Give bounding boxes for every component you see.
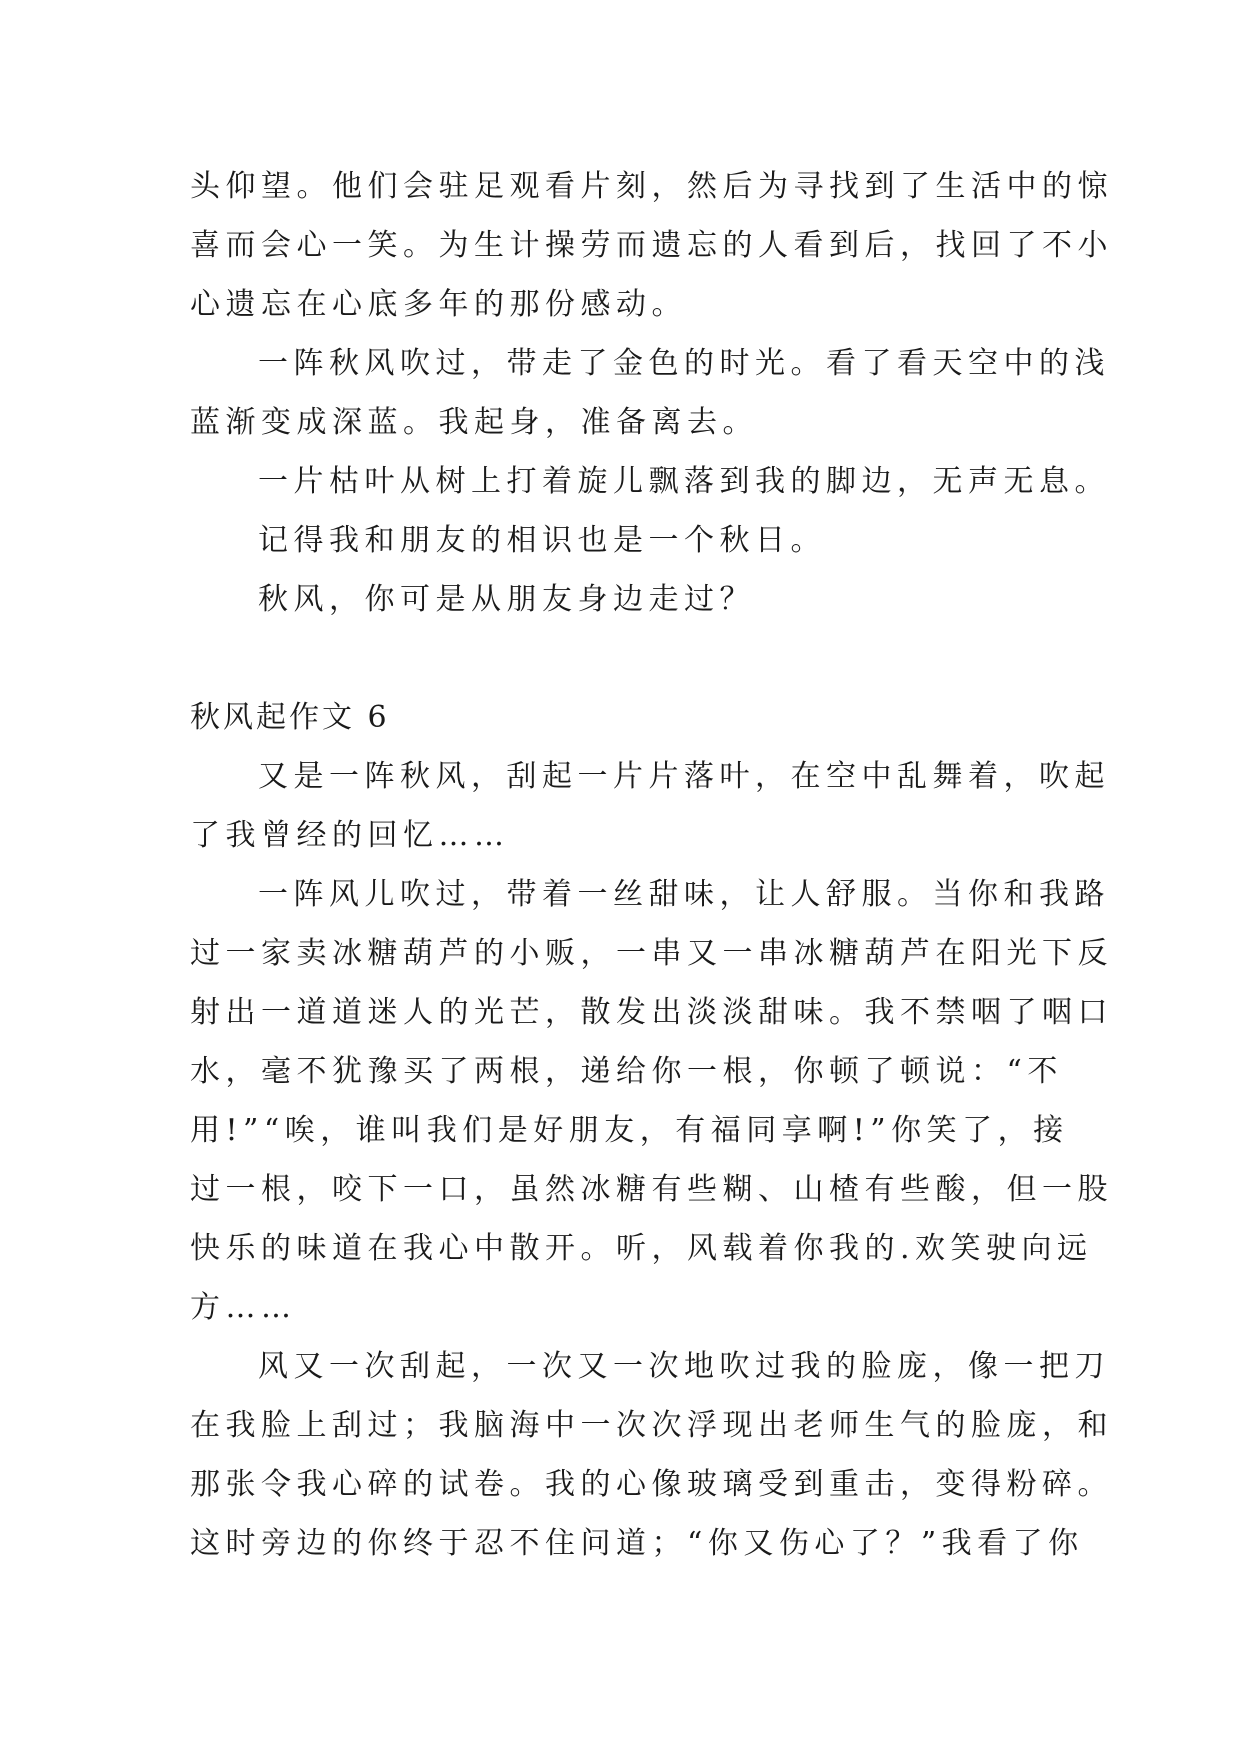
text-line: 一阵秋风吹过，带走了金色的时光。看了看天空中的浅 xyxy=(258,346,1110,381)
text-line: 方…… xyxy=(190,1290,297,1325)
text-line: 在我脸上刮过；我脑海中一次次浮现出老师生气的脸庞，和 xyxy=(190,1408,1113,1443)
text-line: 喜而会心一笑。为生计操劳而遗忘的人看到后，找回了不小 xyxy=(190,228,1113,263)
text-line: 心遗忘在心底多年的那份感动。 xyxy=(190,287,687,322)
text-line: 了我曾经的回忆…… xyxy=(190,818,510,853)
text-line: 秋风，你可是从朋友身边走过？ xyxy=(258,582,755,617)
section-title: 秋风起作文 6 xyxy=(190,700,390,735)
text-line: 蓝渐变成深蓝。我起身，准备离去。 xyxy=(190,405,758,440)
text-line: 一阵风儿吹过，带着一丝甜味，让人舒服。当你和我路 xyxy=(258,877,1110,912)
text-line: 一片枯叶从树上打着旋儿飘落到我的脚边，无声无息。 xyxy=(258,464,1110,499)
text-line: 过一根，咬下一口，虽然冰糖有些糊、山楂有些酸，但一股 xyxy=(190,1172,1113,1207)
text-line: 水，毫不犹豫买了两根，递给你一根，你顿了顿说：“不 xyxy=(190,1054,1063,1089)
text-line: 这时旁边的你终于忍不住问道；“你又伤心了？”我看了你 xyxy=(190,1526,1084,1561)
text-line: 又是一阵秋风，刮起一片片落叶，在空中乱舞着，吹起 xyxy=(258,759,1110,794)
text-line: 射出一道道迷人的光芒，散发出淡淡甜味。我不禁咽了咽口 xyxy=(190,995,1113,1030)
text-line: 那张令我心碎的试卷。我的心像玻璃受到重击，变得粉碎。 xyxy=(190,1467,1113,1502)
text-line: 快乐的味道在我心中散开。听，风载着你我的.欢笑驶向远 xyxy=(190,1231,1093,1266)
text-line: 头仰望。他们会驻足观看片刻，然后为寻找到了生活中的惊 xyxy=(190,169,1113,204)
text-line: 风又一次刮起，一次又一次地吹过我的脸庞，像一把刀 xyxy=(258,1349,1110,1384)
text-line: 过一家卖冰糖葫芦的小贩，一串又一串冰糖葫芦在阳光下反 xyxy=(190,936,1113,971)
text-line: 用!”“唉，谁叫我们是好朋友，有福同享啊!”你笑了，接 xyxy=(190,1113,1069,1148)
text-line: 记得我和朋友的相识也是一个秋日。 xyxy=(258,523,826,558)
